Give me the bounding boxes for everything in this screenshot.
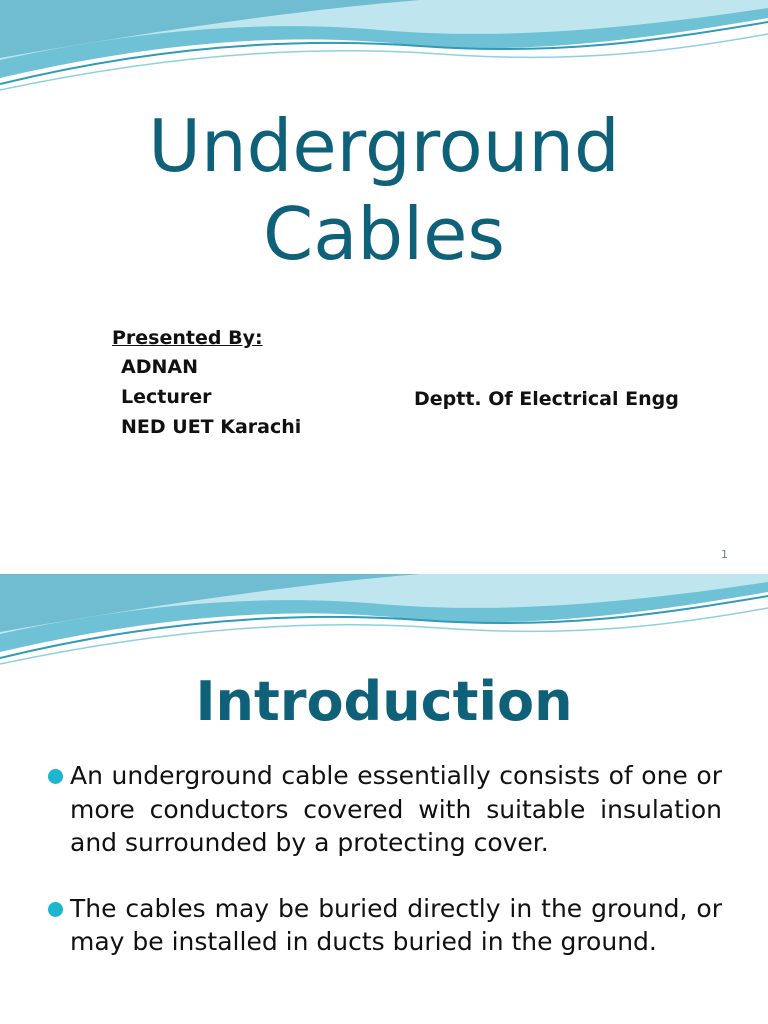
presented-by-label: Presented By:: [112, 327, 263, 349]
bullet-list: [46, 759, 722, 991]
presenter-role: Lecturer: [121, 386, 212, 408]
bullet-text: An underground cable essentially consists of one or more conductors covered with suitable insulation and surrounded by a protecting cover.: [70, 761, 722, 857]
introduction-slide: [0, 574, 768, 1024]
presenter-block: [112, 324, 301, 442]
bullet-dot-icon: [48, 902, 63, 917]
bullet-item: [46, 892, 722, 959]
slide-heading: Introduction: [195, 670, 573, 733]
bullet-text: The cables may be buried directly in the ground, or may be installed in ducts buried in the ground.: [70, 893, 722, 956]
bullet-dot-icon: [48, 769, 63, 784]
bullet-item: [46, 759, 722, 860]
title-line-2: Cables: [263, 192, 505, 276]
slide-title: [0, 102, 768, 278]
presenter-institution: NED UET Karachi: [121, 416, 302, 438]
title-line-1: Underground: [148, 104, 620, 188]
page-number: 1: [721, 548, 728, 561]
presenter-department: Deptt. Of Electrical Engg: [414, 388, 679, 410]
wave-banner-decoration: [0, 574, 768, 674]
presenter-name: ADNAN: [121, 356, 198, 378]
wave-banner-decoration: [0, 0, 768, 100]
